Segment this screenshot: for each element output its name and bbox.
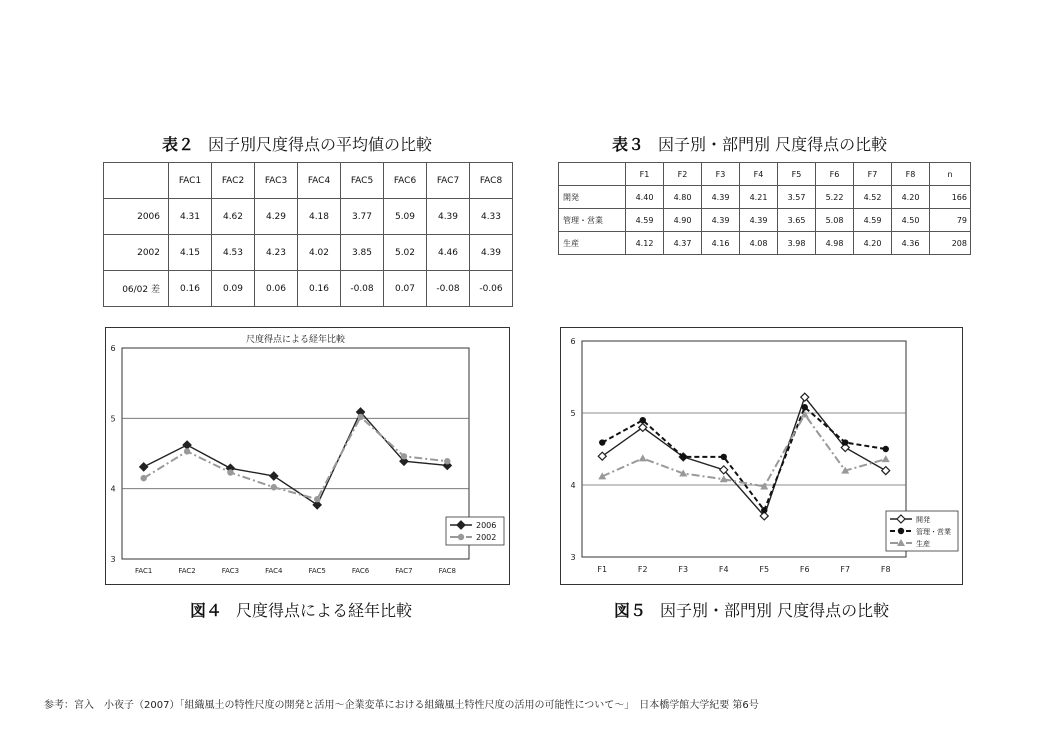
data-point [227,469,233,475]
figure5-title: 因子別・部門別 尺度得点の比較 [660,601,890,620]
x-tick-label: FAC3 [221,567,240,575]
table-cell: 0.07 [384,271,427,307]
table-row [104,235,513,271]
data-point [599,439,605,445]
legend-label: 管理・営業 [916,528,951,536]
table-cell: 4.39 [427,199,470,235]
column-header: F4 [740,163,778,186]
x-tick-label: FAC2 [178,567,196,575]
table-cell: -0.08 [341,271,384,307]
x-tick-label: F3 [678,565,689,574]
data-point [271,484,277,490]
x-tick-label: F2 [637,565,648,574]
table2-label: 表２ [162,135,195,154]
figure5-label: 図５ [614,601,647,620]
y-tick-label: 4 [110,484,116,494]
table-row [559,186,971,209]
data-point [801,410,809,417]
table-row [559,232,971,255]
x-tick-label: F4 [718,565,729,574]
figure4-svg [106,328,509,584]
data-point [680,454,686,460]
table3-label: 表３ [612,135,645,154]
table3-title: 因子別・部門別 尺度得点の比較 [658,135,888,154]
table-cell: 208 [930,232,971,255]
x-tick-label: F5 [759,565,770,574]
table-cell: 4.16 [702,232,740,255]
table-cell: 4.40 [626,186,664,209]
plot-area [122,348,469,559]
table-cell: 4.29 [255,199,298,235]
table-cell: 4.08 [740,232,778,255]
table-cell: 4.59 [854,209,892,232]
column-header: F7 [854,163,892,186]
table-cell: 79 [930,209,971,232]
data-point [270,472,278,480]
x-tick-label: F8 [880,565,891,574]
series-line [602,397,886,516]
y-tick-label: 3 [570,553,576,562]
table-cell: 4.52 [854,186,892,209]
column-header: F6 [816,163,854,186]
y-tick-label: 6 [110,344,116,353]
data-point [640,417,646,423]
figure5-svg [561,328,962,584]
data-point [882,455,890,462]
table-row [104,199,513,235]
table-cell: 0.09 [212,271,255,307]
column-header: F3 [702,163,740,186]
table-cell: 4.50 [892,209,930,232]
column-header: FAC6 [384,163,427,199]
data-point [883,446,889,452]
table-cell: 4.23 [255,235,298,271]
table-cell: 4.31 [169,199,212,235]
x-tick-label: FAC4 [265,567,283,575]
data-point [882,467,890,475]
column-header: F5 [778,163,816,186]
figure4-label: 図４ [190,601,223,620]
table-cell: 4.02 [298,235,341,271]
table-cell: -0.06 [470,271,513,307]
figure5-chart [560,327,963,585]
figure4-chart [105,327,510,585]
table-cell: 4.59 [626,209,664,232]
table-cell: 4.90 [664,209,702,232]
x-tick-label: F7 [840,565,851,574]
column-header: F8 [892,163,930,186]
x-tick-label: FAC7 [395,567,413,575]
plot-area [582,341,906,557]
table-cell: 3.85 [341,235,384,271]
legend-label: 2002 [476,533,497,542]
legend-label: 生産 [916,540,930,548]
table-cell: 4.39 [702,186,740,209]
header-row [559,163,971,186]
data-point [314,496,320,502]
table-cell: 4.15 [169,235,212,271]
table-cell: 0.16 [169,271,212,307]
x-tick-label: FAC5 [308,567,326,575]
table-cell: 0.06 [255,271,298,307]
table-cell: 3.98 [778,232,816,255]
table-cell: 4.20 [892,186,930,209]
legend-label: 2006 [476,521,497,530]
chart-title: 尺度得点による経年比較 [245,335,346,345]
table-cell: 4.37 [664,232,702,255]
column-header: FAC4 [298,163,341,199]
table-cell: 4.33 [470,199,513,235]
table-cell: 4.20 [854,232,892,255]
y-tick-label: 4 [570,481,576,490]
column-header: FAC1 [169,163,212,199]
table-cell: 4.53 [212,235,255,271]
figure5-caption [614,598,889,621]
table-cell: 166 [930,186,971,209]
column-header: FAC5 [341,163,384,199]
y-tick-label: 6 [570,337,576,346]
data-point [140,463,148,471]
table-cell: -0.08 [427,271,470,307]
table-cell: 5.09 [384,199,427,235]
data-point [898,528,904,534]
table3-caption [612,132,887,155]
table-cell: 4.62 [212,199,255,235]
table-cell: 4.39 [470,235,513,271]
table-cell: 4.98 [816,232,854,255]
reference-footer: 参考：宮入 小夜子（2007）「組織風土の特性尺度の開発と活用～企業変革における組織風土特性尺度の活用の可能性について～」 日本橋学館大学紀要 第6号 [44,700,759,711]
data-point [357,414,363,420]
data-point [140,475,146,481]
column-header: FAC2 [212,163,255,199]
row-header: 管理・営業 [559,209,626,232]
data-point [444,458,450,464]
x-tick-label: FAC6 [351,567,370,575]
table-cell: 4.39 [702,209,740,232]
data-point [842,439,848,445]
table-cell: 4.36 [892,232,930,255]
figure4-title: 尺度得点による経年比較 [236,601,413,620]
data-point [401,453,407,459]
data-point [183,441,191,449]
row-header: 生産 [559,232,626,255]
table2-caption [162,132,432,155]
data-point [802,404,808,410]
table-cell: 4.39 [740,209,778,232]
table-row [559,209,971,232]
table-row [104,271,513,307]
column-header [104,163,169,199]
column-header: FAC3 [255,163,298,199]
row-header: 06/02 差 [104,271,169,307]
data-point [184,448,190,454]
table-cell: 5.22 [816,186,854,209]
table-cell: 5.02 [384,235,427,271]
table-cell: 3.77 [341,199,384,235]
row-header: 2002 [104,235,169,271]
table3 [558,162,971,255]
data-point [458,534,464,540]
column-header: F1 [626,163,664,186]
column-header: F2 [664,163,702,186]
table-cell: 3.57 [778,186,816,209]
column-header: FAC8 [470,163,513,199]
x-tick-label: FAC1 [134,567,153,575]
data-point [639,454,647,461]
column-header: n [930,163,971,186]
table-cell: 5.08 [816,209,854,232]
table2 [103,162,513,307]
table-cell: 3.65 [778,209,816,232]
row-header: 開発 [559,186,626,209]
column-header: FAC7 [427,163,470,199]
legend-label: 開発 [916,516,930,524]
table-cell: 4.18 [298,199,341,235]
table-cell: 4.21 [740,186,778,209]
table-cell: 0.16 [298,271,341,307]
figure4-caption [190,598,412,621]
x-tick-label: F6 [799,565,810,574]
table-cell: 4.80 [664,186,702,209]
table-cell: 4.46 [427,235,470,271]
x-tick-label: FAC8 [438,567,457,575]
column-header [559,163,626,186]
data-point [721,454,727,460]
x-tick-label: F1 [597,565,608,574]
data-point [761,507,767,513]
header-row [104,163,513,199]
row-header: 2006 [104,199,169,235]
y-tick-label: 3 [110,555,116,564]
table-cell: 4.12 [626,232,664,255]
y-tick-label: 5 [570,409,576,418]
table2-title: 因子別尺度得点の平均値の比較 [208,135,433,154]
y-tick-label: 5 [110,414,116,424]
